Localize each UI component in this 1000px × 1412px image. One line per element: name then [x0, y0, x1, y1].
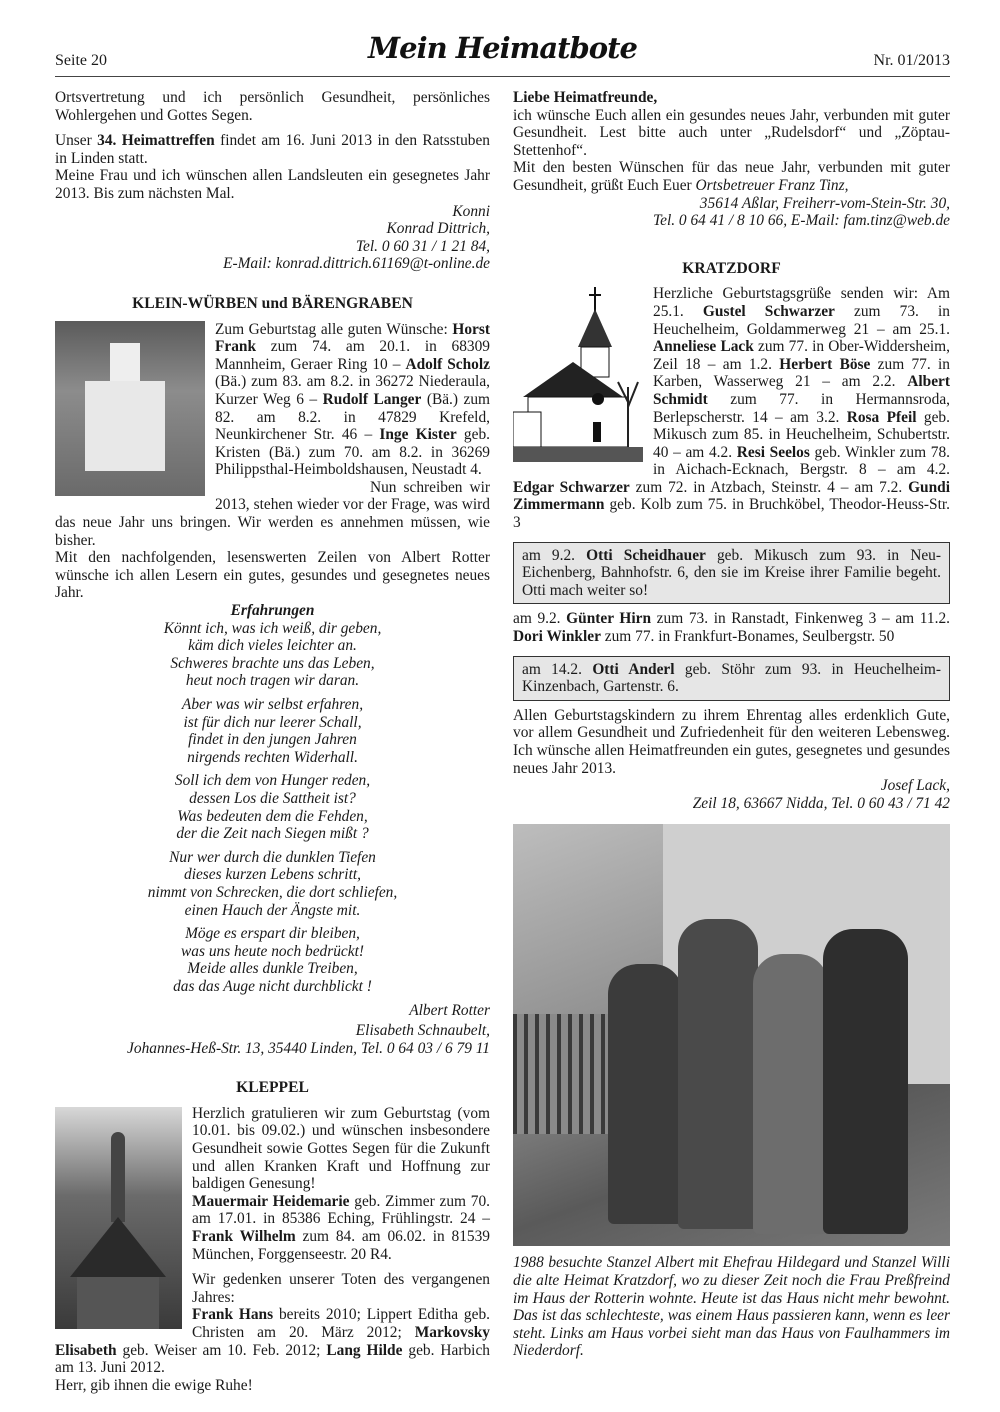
bold-name: Frank Hans [192, 1306, 274, 1324]
signature-lack: Josef Lack, [880, 777, 950, 795]
poem-line: heut noch tragen wir daran. [185, 672, 360, 690]
highlight-box-anderl [513, 656, 950, 701]
text-segment: am 14.2. [522, 660, 593, 678]
group-photo [513, 824, 950, 1246]
signature-lack-address: Zeil 18, 63667 Nidda, Tel. 0 60 43 / 71 42 [692, 794, 950, 812]
text-segment: geb. Weiser am 10. Feb. 2012; [116, 1341, 327, 1359]
issue-number: Nr. 01/2013 [873, 52, 950, 69]
bold-name: Otti Scheidhauer [586, 546, 706, 564]
poem-line: dieses kurzen Lebens schritt, [184, 866, 361, 884]
bold-name: Frank Wilhelm [192, 1228, 296, 1246]
poem-line: einen Hauch der Ängste mit. [184, 901, 361, 919]
poem-line: der die Zeit nach Siegen mißt ? [176, 825, 369, 843]
poem-line: Möge es erspart dir bleiben, [185, 925, 360, 943]
church-drawing [513, 287, 643, 467]
kratzdorf-closing [513, 707, 950, 777]
bold-name: Horst Frank [215, 320, 490, 356]
text-segment: zum 73. in Heuchelheim, Goldammerweg 21 – am 25.1. [653, 302, 950, 338]
text-segment: ich wünsche Euch allen ein gesundes neues Jahr, verbunden mit guter Gesundheit. Lest bitte auch unter „Rudelsdorf“ und „Zöptau-Stettenhof“. [513, 106, 950, 159]
poem-line: ist für dich nur leerer Schall, [183, 713, 362, 731]
text-segment: zum 74. am 20.1. in 68309 Mannheim, Geraer Ring 10 – [215, 338, 490, 373]
left-column [55, 89, 490, 1394]
rotter-intro [55, 549, 490, 602]
poem-line: das das Auge nicht durchblickt ! [173, 977, 372, 995]
bold-name: Albert Schmidt [653, 373, 950, 408]
text-segment: findet am 16. Juni 2013 in den Ratsstuben in Linden statt. [55, 132, 490, 167]
bold-name: Rosa Pfeil [846, 408, 917, 426]
text-segment: Meine Frau und ich wünschen allen Landsleuten ein gesegnetes Jahr 2013. Bis zum nächsten Mal. [55, 167, 490, 202]
kleppel-church-photo [55, 1107, 182, 1329]
section-heading-klein-wuerben: KLEIN-WÜRBEN und BÄRENGRABEN [132, 294, 413, 312]
text-segment: geb. Kolb zum 75. in Bruchköbel, Theodor-Heuss-Str. 3 [513, 496, 950, 532]
signature-konni: Konni [452, 202, 490, 220]
text-segment: Zum Geburtstag alle guten Wünsche: [215, 320, 453, 338]
text-segment: Mit den nachfolgenden, lesenswerten Zeilen von Albert Rotter wünsche ich allen Lesern ein gutes, gesundes und gesegnetes neues Jahr. [55, 549, 490, 602]
text-segment: zum 72. in Atzbach, Steinstr. 4 – am 7.2. [629, 478, 909, 496]
bold-name: Gundi Zimmermann [513, 478, 951, 514]
poem-author: Albert Rotter [409, 1001, 490, 1019]
signature-email: E-Mail: konrad.dittrich.61169@t-online.de [223, 255, 490, 273]
bold-name: Resi Seelos [736, 443, 810, 461]
signature-tinz-contact: Tel. 0 64 41 / 8 10 66, E-Mail: fam.tinz@web.de [652, 212, 950, 230]
text-segment: Unser [55, 132, 98, 150]
bold-name: Edgar Schwarzer [513, 478, 630, 496]
text-segment: bereits 2010; Lippert Editha geb. Christen am 20. März 2012; [192, 1306, 490, 1341]
signature-schnaubelt-address: Johannes-Heß-Str. 13, 35440 Linden, Tel. 0 64 03 / 6 79 11 [127, 1039, 490, 1057]
text-segment: Mit den besten Wünschen für das neue Jahr, verbunden mit guter Gesundheit, grüßt Euch Euer [513, 159, 950, 194]
text-segment: Herzliche Geburtstagsgrüße senden wir: Am 25.1. [653, 285, 950, 320]
kratzdorf-birthdays-2 [513, 610, 950, 645]
bold-name: Inge Kister [379, 426, 457, 444]
text-segment: geb. Mikusch zum 93. in Neu-Eichenberg, Bahnhofstr. 6, den sie im Kreise ihrer Familie begeht. Otti mach weiter so! [522, 546, 941, 599]
page-number: Seite 20 [55, 52, 107, 69]
text-segment: zum 77. in Ober-Widdersheim, Zeil 18 – am 1.2. [653, 338, 950, 373]
heimattreffen-paragraph [55, 132, 490, 167]
text-segment: Ortsvertretung und ich persönlich Gesundheit, persönliches Wohlergehen und Gottes Segen. [55, 89, 490, 124]
poem-stanza [55, 925, 490, 995]
poem-line: Könnt ich, was ich weiß, dir geben, [163, 619, 382, 637]
text-segment: am 9.2. [513, 610, 567, 628]
poem-stanza [55, 772, 490, 842]
poem-stanza [55, 849, 490, 919]
section-heading-kleppel: KLEPPEL [236, 1079, 309, 1097]
text-segment: geb. Zimmer zum 70. am 17.01. in 85386 Eching, Frühlingstr. 24 – [192, 1192, 490, 1228]
signature-schnaubelt: Elisabeth Schnaubelt, [355, 1022, 490, 1040]
intro-paragraph [55, 89, 490, 124]
kleppel-prayer [55, 1377, 490, 1395]
text-segment: Herzlich gratulieren wir zum Geburtstag (vom 10.01. bis 09.02.) und wünschen insbesondere Gesundheit sowie Gottes Segen für die Zukunft und allen Kranken Kraft und Hoffnung zur baldigen Genesung! [192, 1104, 490, 1193]
greeting-heading: Liebe Heimatfreunde, [513, 89, 658, 106]
bold-name: Günter Hirn [566, 610, 652, 628]
bold-name: Lang Hilde [326, 1341, 403, 1359]
text-segment: zum 77. in Hermannsroda, Berlepscherstr. 14 – am 3.2. [653, 390, 950, 426]
poem-line: was uns heute noch bedrückt! [181, 942, 364, 960]
bold-name: Otti Anderl [592, 660, 675, 678]
text-segment: zum 77. in Karben, Wasserweg 21 – am 2.2. [653, 355, 950, 391]
greeting-closing [513, 159, 950, 194]
text-segment: Wir gedenken unserer Toten des vergangenen Jahres: [192, 1271, 490, 1306]
text-segment: zum 84. am 06.02. in 81539 München, Forggenseestr. 20 R4. [192, 1228, 490, 1263]
bold-name: Herbert Böse [779, 355, 871, 373]
poem-line: Aber was wir selbst erfahren, [181, 696, 364, 713]
poem [55, 602, 490, 995]
section-heading-kratzdorf: KRATZDORF [682, 259, 781, 277]
bold-name: Mauermair Heidemarie [192, 1192, 350, 1210]
page-header [55, 31, 950, 77]
poem-stanza [55, 620, 490, 690]
masthead-logo: Mein Heimatbote [368, 31, 637, 65]
text-segment: (Bä.) zum 83. am 8.2. in 36272 Niederaula, Kurzer Weg 6 – [215, 373, 490, 408]
photo-caption: 1988 besuchte Stanzel Albert mit Ehefrau Hildegard und Stanzel Willi die alte Heimat Kratzdorf, wo zu dieser Zeit noch die Frau Preßfreind im Haus der Rotterin wohnte. Heute ist das Haus nicht mehr bewohnt. Das ist das schlechteste, was einem Haus passieren kann, wenn es leer steht. Links am Haus vorbei sieht man das Haus von Faulhammers im Niederdorf. [513, 1254, 950, 1360]
chapel-photo [55, 321, 205, 496]
poem-line: Meide alles dunkle Treiben, [187, 960, 358, 978]
bold-name: Adolf Scholz [405, 355, 490, 373]
bold-name: Gustel Schwarzer [702, 302, 835, 320]
text-segment: zum 73. in Ranstadt, Finkenweg 3 – am 11.2. [651, 610, 950, 628]
text-segment: zum 77. in Frankfurt-Bonames, Seulbergstr. 50 [600, 628, 895, 646]
poem-line: nimmt von Schrecken, die dort schliefen, [147, 883, 398, 901]
text-segment: geb. Harbich am 13. Juni 2012. [55, 1341, 490, 1377]
text-segment: Nun schreiben wir 2013, stehen wieder vor der Frage, was wird das neue Jahr uns bringen. Wir werden es annehmen müssen, wie bisher. [55, 478, 490, 549]
right-column [513, 89, 950, 1360]
text-segment: Ortsbetreuer Franz Tinz, [695, 176, 849, 194]
greeting-paragraph [513, 107, 950, 160]
poem-line: findet in den jungen Jahren [188, 731, 357, 749]
text-segment: Herr, gib ihnen die ewige Ruhe! [55, 1376, 253, 1394]
bold-name: Anneliese Lack [653, 338, 754, 356]
text-segment: (Bä.) zum 82. am 8.2. in 47829 Krefeld, Neunkirchener Str. 46 – [215, 390, 491, 444]
poem-line: Schweres brachte uns das Leben, [170, 654, 375, 672]
poem-line: nirgends rechten Widerhall. [187, 748, 358, 766]
poem-line: käm dich vieles leichter an. [188, 637, 357, 655]
bold-name: Rudolf Langer [322, 390, 422, 408]
text-segment: Allen Geburtstagskindern zu ihrem Ehrentag alles erdenklich Gute, vor allem Gesundheit und Zufriedenheit für den weiteren Lebensweg. Ich wünsche allen Heimatfreunden ein gutes, gesegnetes und gesundes neues Jahr 2013. [513, 706, 950, 777]
text-segment: am 9.2. [522, 546, 587, 564]
bold-name: 34. Heimattreffen [97, 132, 215, 150]
poem-stanza [55, 696, 490, 766]
poem-title: Erfahrungen [230, 602, 315, 620]
signature-name: Konrad Dittrich, [386, 220, 490, 238]
text-segment: geb. Winkler zum 78. in Aichach-Ecknach, Bergstr. 8 – am 4.2. [653, 443, 950, 479]
bold-name: Dori Winkler [513, 628, 601, 646]
poem-line: dessen Los die Sattheit ist? [189, 789, 356, 807]
poem-line: Nur wer durch die dunklen Tiefen [169, 848, 376, 866]
highlight-box-scheidhauer [513, 542, 950, 605]
text-segment: geb. Mikusch zum 85. in Heuchelheim, Schubertstr. 40 – am 4.2. [653, 408, 950, 461]
signature-phone: Tel. 0 60 31 / 1 21 84, [355, 237, 490, 255]
signature-tinz-address: 35614 Aßlar, Freiherr-vom-Stein-Str. 30, [699, 194, 950, 212]
text-segment: geb. Kristen (Bä.) zum 70. am 8.2. in 36269 Philippsthal-Heimboldshausen, Neustadt 4. [215, 426, 490, 479]
bold-name: Markovsky Elisabeth [55, 1324, 490, 1359]
wishes-paragraph [55, 167, 490, 202]
poem-line: Was bedeuten dem die Fehden, [177, 807, 368, 825]
text-segment: geb. Stöhr zum 93. in Heuchelheim-Kinzenbach, Gartenstr. 6. [522, 660, 942, 696]
poem-line: Soll ich dem von Hunger reden, [174, 772, 371, 790]
